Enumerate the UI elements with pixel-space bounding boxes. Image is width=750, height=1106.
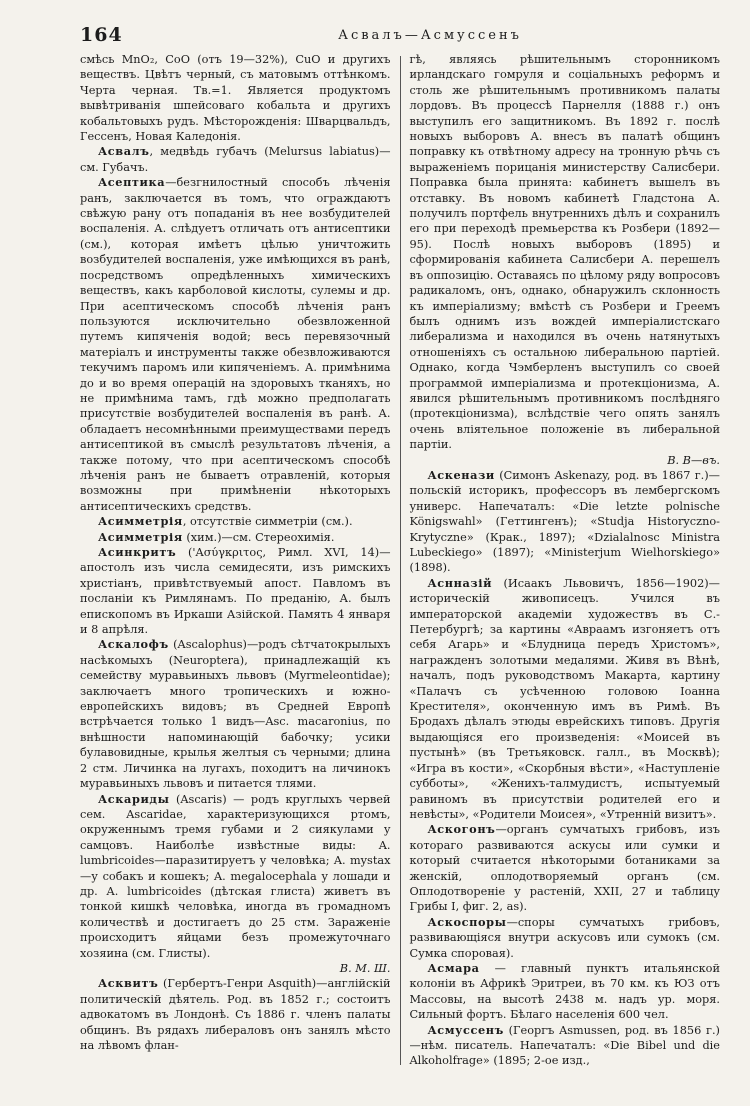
text-columns — [80, 52, 720, 1069]
entry-signature: В. В—въ. — [667, 453, 720, 467]
entry-headword: Аскариды — [98, 791, 170, 806]
entry-text: (Исаакъ Львовичъ, 1856—1902)—историческій живописецъ. Учился въ императорской академіи художествъ въ С.-Петербургѣ; за картины «Авраамъ изгоняетъ отъ себя Агарь» и «Блудница передъ Христомъ», награжденъ золотыми медалями. Живя въ Вѣнѣ, началъ, подъ руководствомъ Макарта, картину «Палачъ съ усѣченною головою Іоанна Крестителя», оконченную имъ въ Римѣ. Въ Бродахъ дѣлалъ этюды еврейскихъ типовъ. Другія выдающіяся его произведенія: «Моисей въ пустынѣ» (въ Третьяковск. галл., въ Москвѣ); «Игра въ кости», «Скорбныя вѣсти», «Наступленіе субботы», «Женихъ-талмудистъ, испытуемый равиномъ въ присутствіи родителей его и невѣсты», «Родители Моисея», «Утренній визитъ». — [409, 576, 720, 821]
dictionary-entry — [409, 52, 720, 453]
dictionary-entry — [409, 915, 720, 961]
dictionary-entry — [409, 576, 720, 823]
entry-text: —органъ сумчатыхъ грибовъ, изъ котораго развиваются аскусы или сумки и который считается нѣкоторыми ботаниками за женскій, оплодотворяемый органъ (см. Оплодотвореніе у растеній, XXII, 27 и таблицу Грибы I, фиг. 2, as). — [409, 823, 720, 914]
entry-headword: Асмуссенъ — [427, 1022, 504, 1037]
entry-text: (Ascalophus)—родъ сѣтчатокрылыхъ насѣкомыхъ (Neuroptera), принадлежащій къ семейству муравьиныхъ львовъ (Myrmeleontidae); заключаетъ много тропическихъ и южно-европейскихъ видовъ; въ Средней Европѣ встрѣчается только 1 видъ—Asc. macaronius, по внѣшности напоминающій бабочку; усики булавовидные, крылья желтыя съ черными; длина 2 стм. Личинка на лугахъ, походитъ на личинокъ муравьиныхъ львовъ и питается тлями. — [80, 638, 391, 791]
entry-headword: Аснназій — [427, 575, 493, 590]
entry-headword: Аскоспоры — [427, 914, 507, 929]
entry-headword: Асимметрія — [98, 514, 183, 529]
entry-text: (хим.)—см. Стереохимія. — [182, 530, 335, 544]
entry-headword: Асквитъ — [98, 976, 159, 991]
entry-text: ('Ασύγκριτος, Римл. XVI, 14)—апостолъ изъ числа семидесяти, изъ римскихъ христіанъ, привѣтствуемый апост. Павломъ въ посланіи къ Римлянамъ. По преданію, А. былъ епископомъ въ Иркаши Азійской. Память 4 января и 8 апрѣля. — [80, 546, 391, 637]
entry-text: (Гербертъ-Генри Asquith)—англійскій политическій дѣятель. Род. въ 1852 г.; состоитъ адвокатомъ въ Лондонѣ. Съ 1886 г. членъ палаты общинъ. Въ рядахъ либераловъ онъ занялъ мѣсто на лѣвомъ флан- — [80, 977, 391, 1052]
entry-headword: Асептика — [98, 175, 166, 190]
entry-text: (Симонъ Askenazy, род. въ 1867 г.)—польскій историкъ, профессоръ въ лембергскомъ универс. Напечаталъ: «Die letzte polnische Königswahl» (Геттингенъ); «Studja Historyczno-Krytyczne» (Крак., 1897); «Dzialalnosc Ministra Lubeckiego» (1897); «Ministerjum Wielhorskiego» (1898). — [409, 468, 720, 575]
entry-text: (Георгъ Asmussen, род. въ 1856 г.)—нѣм. писатель. Напечаталъ: «Die Bibel und die Alkoholfrage» (1895; 2-ое изд., — [409, 1023, 720, 1068]
entry-headword: Аскогонъ — [427, 822, 496, 837]
entry-headword: Аскенази — [427, 467, 495, 482]
entry-headword: Аскалофъ — [98, 637, 169, 652]
entry-text: — главный пунктъ итальянской колоніи въ Африкѣ Эритреи, въ 70 км. къ ЮЗ отъ Массовы, на высотѣ 2438 м. надъ ур. моря. Сильный фортъ. Бѣлаго населенія 600 чел. — [409, 961, 720, 1022]
dictionary-entry — [80, 144, 391, 175]
dictionary-entry — [80, 514, 391, 529]
entry-text: , медвѣдь губачъ (Melursus labiatus)—см. Губачъ. — [80, 145, 391, 174]
entry-text: —споры сумчатыхъ грибовъ, развивающіяся внутри аскусовъ или сумокъ (см. Сумка споровая). — [409, 915, 720, 960]
dictionary-entry — [80, 52, 391, 144]
entry-signature: В. М. Ш. — [339, 961, 391, 975]
running-head: Асвалъ—Асмуссенъ — [338, 28, 522, 43]
dictionary-entry — [409, 961, 720, 1023]
entry-headword: Асимметрія — [98, 529, 183, 544]
entry-text: , отсутствіе симметріи (см.). — [182, 515, 353, 529]
dictionary-entry — [80, 792, 391, 961]
dictionary-entry — [409, 822, 720, 914]
entry-headword: Асвалъ — [98, 144, 150, 159]
entry-text: —безгнилостный способъ лѣченія ранъ, заключается въ томъ, что ограждаютъ свѣжую рану отъ попаданія въ нее возбудителей воспаленія. А. слѣдуетъ отличать отъ антисептики (см.), которая имѣетъ цѣлью уничтожить возбудителей воспаленія, уже имѣющихся въ ранѣ, посредствомъ опредѣленныхъ химическихъ веществъ, какъ карболовой кислоты, сулемы и др. При асептическомъ способѣ лѣченія ранъ пользуются исключительно обезвложенной путемъ кипяченія водой; весь перевязочный матеріалъ и инструменты также обезвложиваются текучимъ паромъ или кипяченіемъ. А. примѣнима до и во время операцій на здоровыхъ тканяхъ, но не примѣнима тамъ, гдѣ можно предполагать присутствіе возбудителей воспаленія въ ранѣ. А. обладаетъ несомнѣнными преимуществами передъ антисептикой въ смыслѣ результатовъ лѣченія, а также потому, что при асептическомъ способѣ лѣченія ранъ не бываетъ отравленій, которыя возможны при примѣненіи нѣкоторыхъ антисептическихъ средствъ. — [80, 176, 391, 513]
left-column — [80, 52, 400, 1069]
dictionary-entry — [80, 976, 391, 1053]
page-number: 164 — [80, 24, 123, 46]
entry-text: (Ascaris) — родъ круглыхъ червей сем. Ascaridae, характеризующихся ртомъ, окруженнымъ тремя губами и 2 сиякулами у самцовъ. Наиболѣе извѣстные виды: A. lumbricoides—паразитируетъ у человѣка; A. mystax—у собакъ и кошекъ; A. megalocephala у лошади и др. A. lumbricoides (дѣтская глиста) живетъ въ тонкой кишкѣ человѣка, иногда въ громадномъ количествѣ и достигаетъ до 25 стм. Зараженіе происходитъ яйцами безъ промежуточнаго хозяина (см. Глисты). — [80, 792, 391, 960]
entry-headword: Асинкритъ — [98, 545, 177, 559]
entry-text: смѣсь MnO₂, CoO (отъ 19—32%), CuO и другихъ веществъ. Цвѣтъ черный, съ матовымъ оттѣнкомъ. Черта черная. Тв.=1. Является продуктомъ вывѣтриванія шпейсоваго кобальта и другихъ кобальтовыхъ рудъ. Мѣсторожденія: Шварцвальдъ, Гессенъ, Новая Каледонія. — [80, 53, 391, 144]
entry-text: гѣ, являясь рѣшительнымъ сторонникомъ ирландскаго гомруля и соціальныхъ реформъ и столь же рѣшительнымъ противникомъ палаты лордовъ. Въ процессѣ Парнелля (1888 г.) онъ выступилъ его защитникомъ. Въ 1892 г. послѣ новыхъ выборовъ А. внесъ въ палатѣ общинъ поправку къ отвѣтному адресу на тронную рѣчь съ выраженіемъ порицанія министерству Салисбери. Поправка была принята: кабинетъ вышелъ въ отставку. Въ новомъ кабинетѣ Гладстона А. получилъ портфель внутреннихъ дѣлъ и сохранилъ его при переходѣ премьерства къ Розбери (1892—95). Послѣ новыхъ выборовъ (1895) и сформированія кабинета Салисбери А. перешелъ въ оппозицію. Оставаясь по цѣлому ряду вопросовъ радикаломъ, онъ, однако, обнаружилъ склонность къ имперіализму; вмѣстѣ съ Розбери и Греемъ былъ однимъ изъ вождей имперіалистскаго либерализма и находился въ очень натянутыхъ отношеніяхъ съ остальною либеральною партіей. Однако, когда Чэмберленъ выступилъ со своей программой имперіализма и протекціонизма, А. явился рѣшительнымъ противникомъ послѣдняго (протекціонизма), вслѣдствіе чего опять занялъ очень вліятельное положеніе въ либеральной партіи. — [409, 53, 720, 452]
dictionary-entry — [80, 637, 391, 791]
dictionary-entry — [80, 545, 391, 637]
page-header — [80, 22, 720, 52]
right-column — [400, 52, 720, 1069]
dictionary-entry — [80, 175, 391, 514]
dictionary-entry — [409, 468, 720, 576]
dictionary-entry — [409, 1023, 720, 1069]
dictionary-entry — [80, 530, 391, 545]
entry-headword: Асмара — [427, 960, 480, 975]
